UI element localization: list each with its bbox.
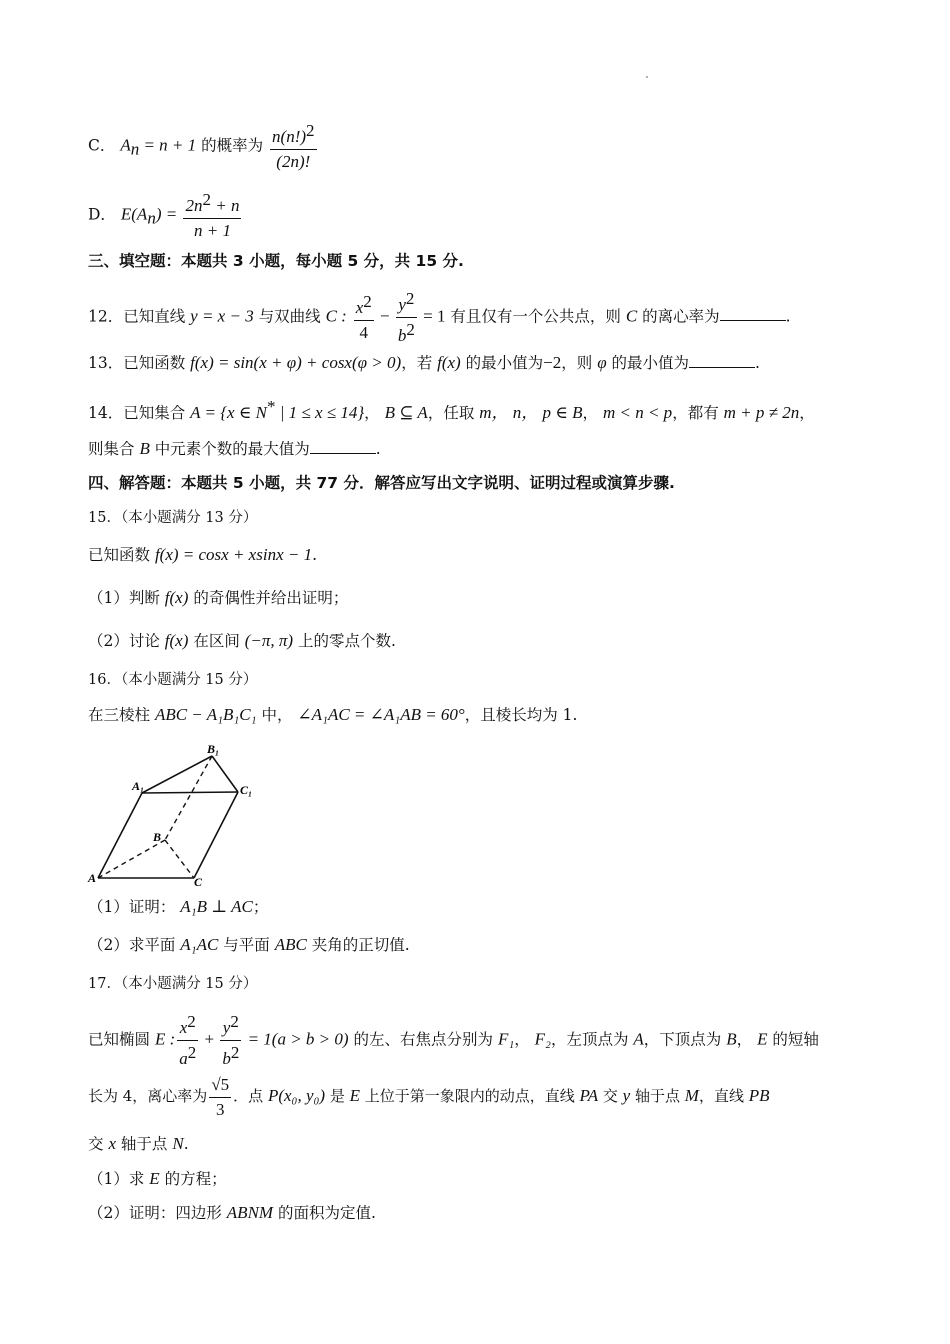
question-16-part-1: （1）证明： A₁B ⊥ AC； — [88, 897, 269, 916]
label-B1: B₁ — [207, 742, 220, 756]
option-c-fraction: $\frac{n(n!)^2}{(2n)!}$ — [272, 121, 315, 171]
answer-blank-14[interactable] — [310, 439, 376, 454]
label-C: C — [194, 875, 203, 888]
question-17-part-2: （2）证明：四边形 ABNM 的面积为定值. — [88, 1203, 376, 1222]
edge-A1-C1 — [142, 792, 238, 793]
section-3-title: 三、填空题：本题共 3 小题，每小题 5 分，共 15 分. — [88, 252, 464, 270]
question-15-part-1: （1）判断 f(x) 的奇偶性并给出证明； — [88, 588, 349, 607]
label-C1: C₁ — [240, 783, 253, 797]
question-17-header: 17．（本小题满分 15 分） — [88, 976, 258, 992]
option-c: C． $A_n = n + 1$ 的概率为 $\frac{n(n!)^2}{(2n)!}$ — [88, 121, 315, 171]
question-17-line-1: 已知椭圆 E : $\frac{x^2}{a^2}$ + $\frac{y^2}{b^2}$ = 1(a > b > 0) 的左、右焦点分别为 F₁， F₂，左顶点为 A，下顶点为 B， E 的短轴 — [88, 1012, 819, 1069]
question-13: 13．已知函数 f(x) = sin(x + φ) + cosx(φ > 0)，若 f(x) 的最小值为−2，则 φ 的最小值为 . — [88, 353, 760, 372]
label-B: B — [153, 830, 162, 844]
edge-B1-C1 — [212, 756, 238, 792]
question-16-part-2: （2）求平面 A₁AC 与平面 ABC 夹角的正切值. — [88, 935, 410, 954]
question-14-line-1: 14．已知集合 A = {x ∈ N* | 1 ≤ x ≤ 14}， B ⊆ A，任取 m， n， p ∈ B， m < n < p，都有 m + p ≠ 2n， — [88, 397, 815, 423]
question-14-line-2: 则集合 B 中元素个数的最大值为 . — [88, 439, 381, 458]
question-12: 12．已知直线 y = x − 3 与双曲线 C : $\frac{x^2}{4}$ − $\frac{y^2}{b^2}$ = 1 有且仅有一个公共点，则 C 的离心率为 . — [88, 289, 791, 346]
answer-blank-13[interactable] — [689, 353, 755, 368]
question-17-line-2: 长为 4，离心率为 $\frac{√5}{3}$ ．点 P(x₀, y₀) 是 E 上位于第一象限内的动点，直线 PA 交 y 轴于点 M，直线 PB — [88, 1075, 770, 1119]
question-15-part-2: （2）讨论 f(x) 在区间 (−π, π) 上的零点个数. — [88, 631, 396, 650]
question-17-line-3: 交 x 轴于点 N. — [88, 1134, 189, 1153]
scan-dot — [646, 76, 648, 78]
question-15-header: 15．（本小题满分 13 分） — [88, 510, 258, 526]
label-A1: A₁ — [132, 779, 145, 793]
question-17-part-1: （1）求 E 的方程； — [88, 1169, 227, 1188]
option-d-fraction: $\frac{2n^2 + n}{n + 1}$ — [185, 190, 240, 240]
section-4-title: 四、解答题：本题共 5 小题，共 77 分．解答应写出文字说明、证明过程或演算步骤. — [88, 474, 675, 492]
question-16-stem: 在三棱柱 ABC − A₁B₁C₁ 中， ∠A₁AC = ∠A₁AB = 60°，且棱长均为 1. — [88, 705, 578, 724]
answer-blank-12[interactable] — [720, 306, 786, 321]
prism-figure — [86, 742, 266, 888]
question-16-header: 16．（本小题满分 15 分） — [88, 672, 258, 688]
edge-A-A1 — [98, 793, 142, 878]
edge-B-C-hidden — [165, 840, 194, 878]
option-d: D． $E(A_n)$ = $\frac{2n^2 + n}{n + 1}$ — [88, 190, 240, 240]
label-A: A — [88, 871, 97, 885]
edge-C1-C — [194, 792, 238, 878]
question-15-stem: 已知函数 f(x) = cosx + xsinx − 1. — [88, 545, 318, 564]
